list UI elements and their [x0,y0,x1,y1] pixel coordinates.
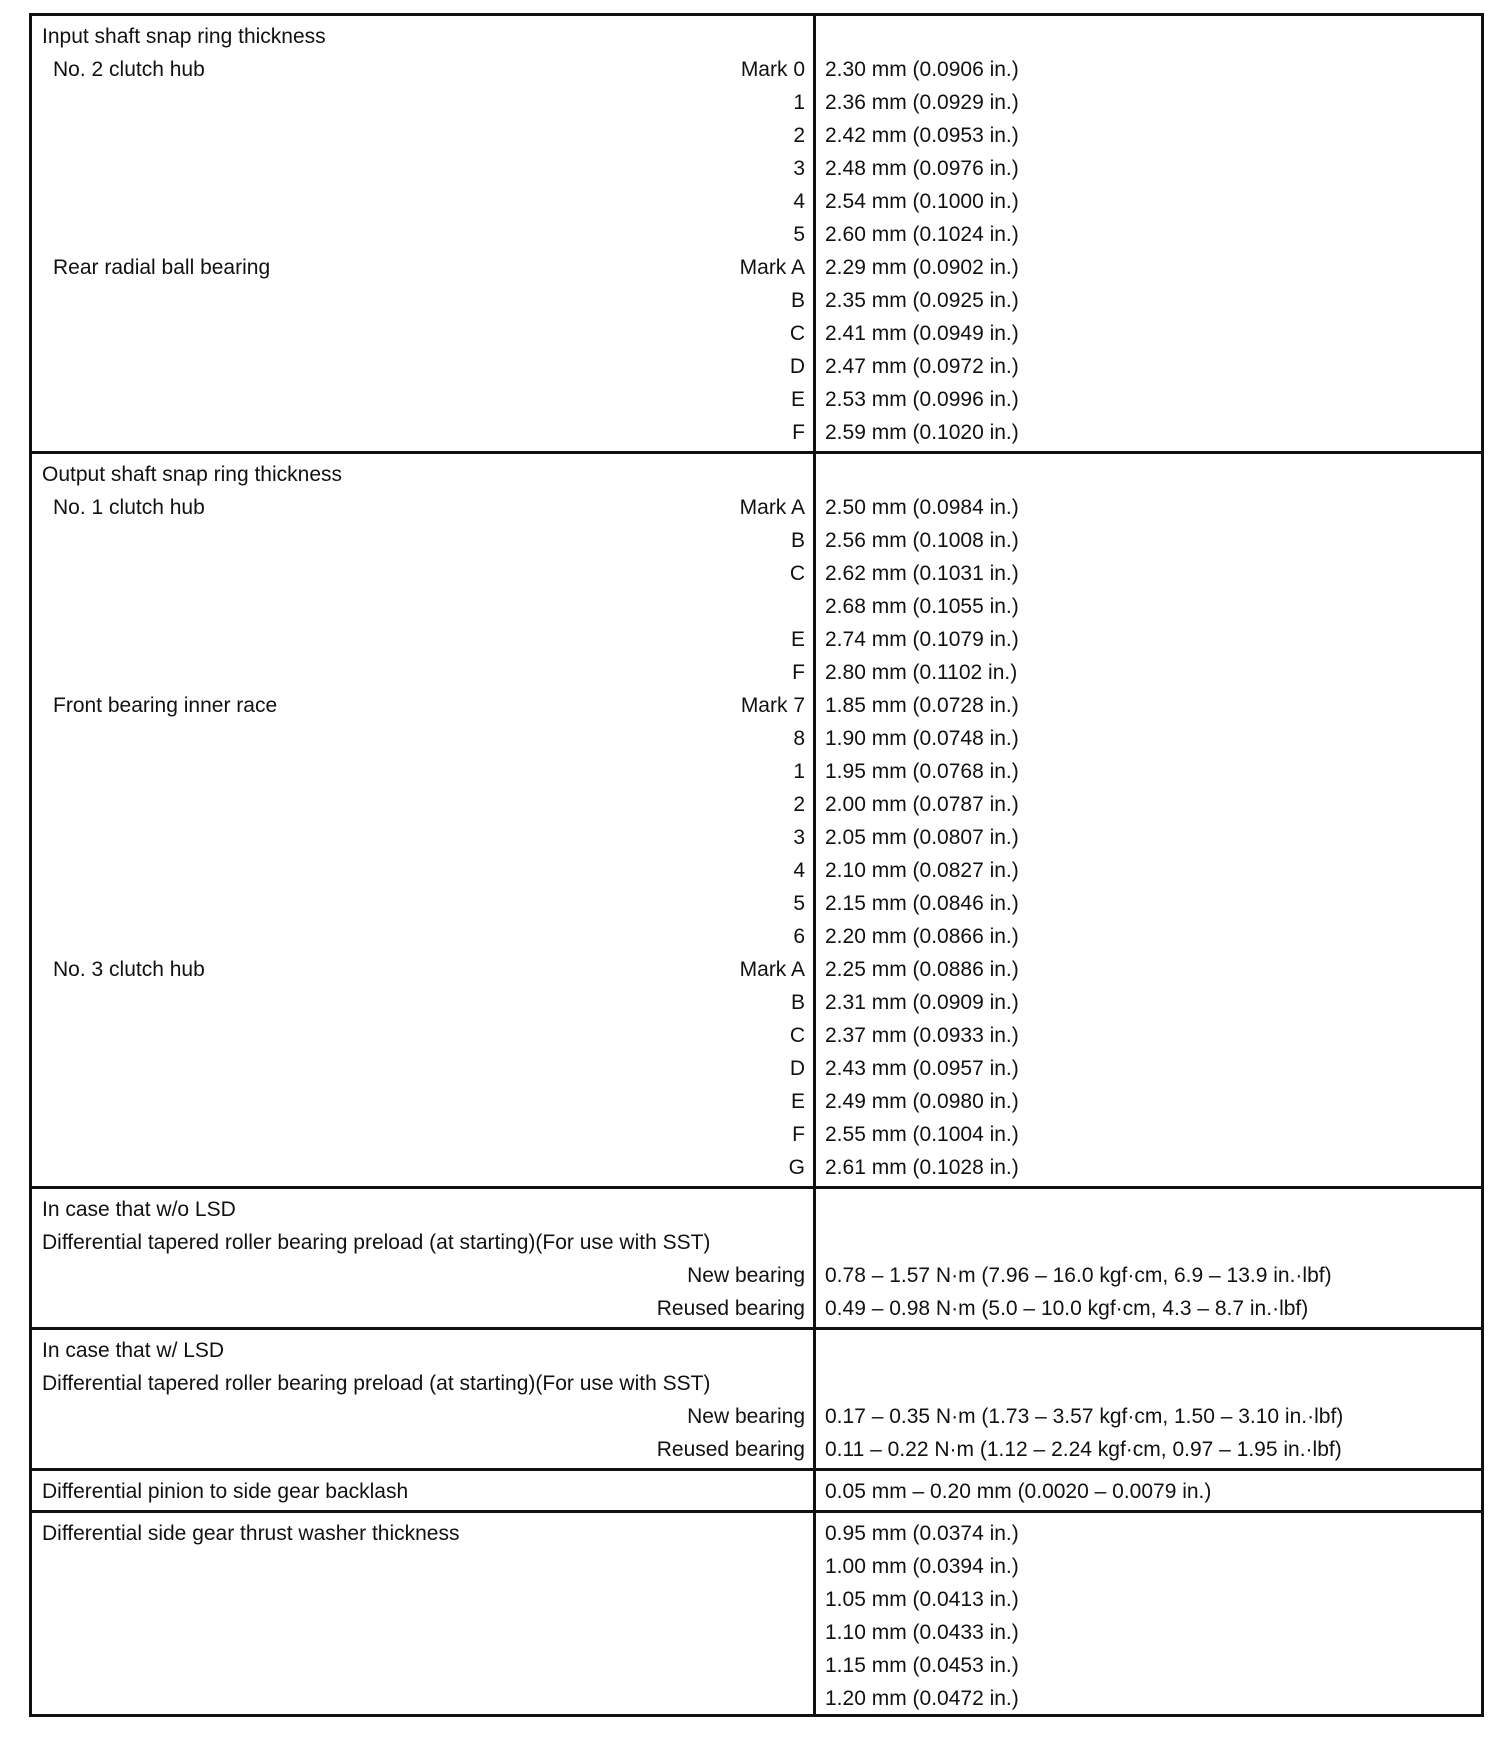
spec-row [32,656,1481,689]
section-title-row [32,1193,1481,1226]
spec-mark: 2 [793,793,805,816]
spec-row [32,119,1481,152]
spec-row [32,284,1481,317]
spec-value: 0.05 mm – 0.20 mm (0.0020 – 0.0079 in.) [825,1480,1212,1503]
spec-mark: G [788,1156,805,1179]
spec-section [29,1468,1484,1510]
spec-value: 2.48 mm (0.0976 in.) [825,157,1019,180]
spec-row [32,1583,1481,1616]
spec-row [32,854,1481,887]
spec-row [32,416,1481,449]
spec-mark: F [792,661,805,684]
spec-row [32,1085,1481,1118]
spec-item-label: No. 2 clutch hub [53,58,205,81]
spec-mark: 1 [793,91,805,114]
spec-row [32,218,1481,251]
spec-row [32,1400,1481,1433]
spec-value: 2.29 mm (0.0902 in.) [825,256,1019,279]
spec-value: 2.49 mm (0.0980 in.) [825,1090,1019,1113]
section-title-row [32,20,1481,53]
spec-row [32,986,1481,1019]
spec-mark: E [790,388,805,411]
spec-mark: D [789,1057,805,1080]
spec-section [29,1510,1484,1717]
spec-row [32,1367,1481,1400]
spec-mark: C [789,322,805,345]
spec-mark: New bearing [687,1264,805,1287]
spec-row [32,689,1481,722]
spec-value: 2.20 mm (0.0866 in.) [825,925,1019,948]
spec-row [32,86,1481,119]
spec-value: 2.36 mm (0.0929 in.) [825,91,1019,114]
spec-mark: Mark 0 [740,58,805,81]
spec-value: 1.15 mm (0.0453 in.) [825,1654,1019,1677]
spec-row [32,1226,1481,1259]
spec-mark: B [790,289,805,312]
spec-row [32,185,1481,218]
spec-value: 2.53 mm (0.0996 in.) [825,388,1019,411]
spec-mark: 4 [793,190,805,213]
spec-mark: Mark A [739,958,805,981]
spec-value: 2.43 mm (0.0957 in.) [825,1057,1019,1080]
spec-value: 2.68 mm (0.1055 in.) [825,595,1019,618]
spec-value: 2.25 mm (0.0886 in.) [825,958,1019,981]
spec-row [32,1151,1481,1184]
spec-row [32,251,1481,284]
spec-item-label: Differential tapered roller bearing preload (at starting)(For use with SST) [42,1372,711,1395]
spec-item-label: No. 3 clutch hub [53,958,205,981]
spec-row [32,524,1481,557]
spec-value: 2.59 mm (0.1020 in.) [825,421,1019,444]
spec-item-label: No. 1 clutch hub [53,496,205,519]
spec-value: 2.50 mm (0.0984 in.) [825,496,1019,519]
spec-value: 2.42 mm (0.0953 in.) [825,124,1019,147]
spec-row [32,1682,1481,1715]
spec-value: 2.61 mm (0.1028 in.) [825,1156,1019,1179]
spec-row [32,590,1481,623]
spec-value: 0.49 – 0.98 N·m (5.0 – 10.0 kgf·cm, 4.3 – 8.7 in.·lbf) [825,1297,1309,1320]
spec-value: 0.95 mm (0.0374 in.) [825,1522,1019,1545]
spec-row [32,383,1481,416]
section-title: In case that w/o LSD [42,1198,236,1221]
spec-row [32,317,1481,350]
spec-mark: 2 [793,124,805,147]
spec-mark: E [790,628,805,651]
section-title: Output shaft snap ring thickness [42,463,342,486]
section-title-row [32,1475,1481,1508]
spec-section [29,13,1484,451]
spec-table [29,13,1484,1740]
section-title: Differential side gear thrust washer thickness [42,1522,460,1545]
spec-value: 2.80 mm (0.1102 in.) [825,661,1018,684]
spec-value: 2.15 mm (0.0846 in.) [825,892,1019,915]
spec-item-label: Front bearing inner race [53,694,278,717]
section-title: Input shaft snap ring thickness [42,25,326,48]
spec-value: 1.00 mm (0.0394 in.) [825,1555,1019,1578]
spec-value: 2.62 mm (0.1031 in.) [825,562,1019,585]
spec-row [32,350,1481,383]
spec-mark: B [790,529,805,552]
spec-row [32,491,1481,524]
spec-mark: New bearing [687,1405,805,1428]
spec-value: 2.60 mm (0.1024 in.) [825,223,1019,246]
spec-value: 1.05 mm (0.0413 in.) [825,1588,1019,1611]
spec-mark: 5 [793,892,805,915]
spec-mark: D [789,355,805,378]
spec-value: 0.11 – 0.22 N·m (1.12 – 2.24 kgf·cm, 0.97 – 1.95 in.·lbf) [825,1438,1342,1461]
spec-value: 2.31 mm (0.0909 in.) [825,991,1019,1014]
spec-value: 2.05 mm (0.0807 in.) [825,826,1019,849]
spec-row [32,1550,1481,1583]
section-title: Differential pinion to side gear backlash [42,1480,409,1503]
spec-mark: 8 [793,727,805,750]
spec-mark: F [792,421,805,444]
section-title-row [32,1517,1481,1550]
spec-section [29,1327,1484,1468]
spec-value: 2.41 mm (0.0949 in.) [825,322,1019,345]
spec-value: 2.10 mm (0.0827 in.) [825,859,1019,882]
section-title: In case that w/ LSD [42,1339,225,1362]
spec-item-label: Differential tapered roller bearing preload (at starting)(For use with SST) [42,1231,711,1254]
spec-value: 2.47 mm (0.0972 in.) [825,355,1019,378]
spec-row [32,1019,1481,1052]
spec-value: 2.54 mm (0.1000 in.) [825,190,1019,213]
spec-row [32,755,1481,788]
spec-mark: Reused bearing [656,1438,805,1461]
spec-value: 1.90 mm (0.0748 in.) [825,727,1019,750]
spec-value: 0.78 – 1.57 N·m (7.96 – 16.0 kgf·cm, 6.9 – 13.9 in.·lbf) [825,1264,1332,1287]
spec-row [32,788,1481,821]
spec-value: 1.10 mm (0.0433 in.) [825,1621,1019,1644]
spec-value: 0.17 – 0.35 N·m (1.73 – 3.57 kgf·cm, 1.50 – 3.10 in.·lbf) [825,1405,1344,1428]
spec-mark: Reused bearing [656,1297,805,1320]
spec-mark: Mark A [739,496,805,519]
spec-row [32,887,1481,920]
spec-row [32,722,1481,755]
spec-value: 2.55 mm (0.1004 in.) [825,1123,1019,1146]
spec-mark: 5 [793,223,805,246]
section-title-row [32,458,1481,491]
spec-row [32,953,1481,986]
spec-row [32,821,1481,854]
spec-value: 1.95 mm (0.0768 in.) [825,760,1019,783]
spec-row [32,623,1481,656]
spec-row [32,557,1481,590]
spec-mark: C [789,1024,805,1047]
spec-mark: C [789,562,805,585]
spec-value: 1.20 mm (0.0472 in.) [825,1687,1019,1710]
spec-item-label: Rear radial ball bearing [53,256,271,279]
spec-value: 2.35 mm (0.0925 in.) [825,289,1019,312]
spec-value: 2.56 mm (0.1008 in.) [825,529,1019,552]
spec-row [32,1433,1481,1466]
spec-mark: 3 [793,157,805,180]
spec-mark: 3 [793,826,805,849]
spec-value: 2.74 mm (0.1079 in.) [825,628,1019,651]
spec-mark: 4 [793,859,805,882]
spec-row [32,1259,1481,1292]
spec-mark: F [792,1123,805,1146]
spec-mark: Mark 7 [740,694,805,717]
spec-row [32,1118,1481,1151]
spec-row [32,920,1481,953]
spec-row [32,1052,1481,1085]
spec-value: 1.85 mm (0.0728 in.) [825,694,1019,717]
spec-row [32,152,1481,185]
spec-mark: E [790,1090,805,1113]
spec-section [29,451,1484,1186]
spec-mark: 1 [793,760,805,783]
spec-value: 2.00 mm (0.0787 in.) [825,793,1019,816]
spec-row [32,1616,1481,1649]
spec-mark: Mark A [739,256,805,279]
spec-section [29,1186,1484,1327]
spec-mark: 6 [793,925,805,948]
spec-row [32,1649,1481,1682]
spec-row [32,53,1481,86]
spec-mark: B [790,991,805,1014]
spec-value: 2.37 mm (0.0933 in.) [825,1024,1019,1047]
spec-value: 2.30 mm (0.0906 in.) [825,58,1019,81]
spec-row [32,1292,1481,1325]
section-title-row [32,1334,1481,1367]
